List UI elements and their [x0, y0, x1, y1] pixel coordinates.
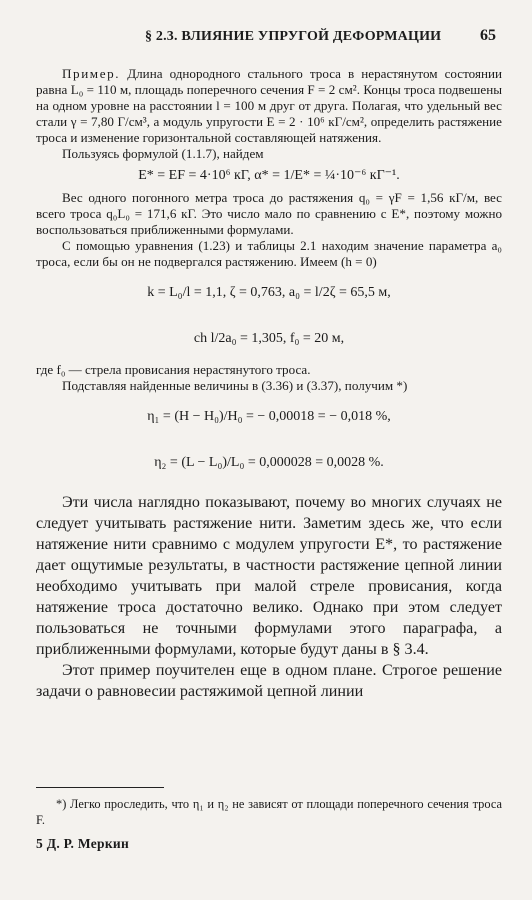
parameter-paragraph: С помощью уравнения (1.23) и таблицы 2.1 находим значение параметра a₀ троса, если бы он не подвергался растяжению. Имеем (h = 0) [36, 238, 502, 269]
page-number: 65 [480, 27, 496, 44]
using-formula-text: Пользуясь формулой (1.1.7), найдем [62, 146, 264, 161]
example-lead: Пример. [62, 66, 121, 81]
substituting-text: Подставляя найденные величины в (3.36) и (3.37), получим *) [62, 378, 408, 393]
page-body [36, 66, 502, 702]
where-text: где f₀ — стрела провисания нерастянутого троса. [36, 362, 311, 377]
formula-eta2: η₂ = (L − L₀)/L₀ = 0,000028 = 0,0028 %. [154, 455, 384, 470]
signature-mark: 5 Д. Р. Меркин [36, 836, 130, 851]
example-paragraph [36, 66, 502, 146]
conclusion-paragraph: Эти числа наглядно показывают, почему во многих случаях не следует учитывать растяжение нити. Заметим здесь же, что если натяжение нити сравнимо с модулем упругости E*, то растяжение дает ощутимые результаты, в частности растяжение цепной линии необходимо учитывать при малой стреле провисания, когда натяжение троса достаточно велико. Однако при этом следует пользоваться не точными формулами этого параграфа, а приближенными формулами, которые будут даны в § 3.4. [36, 494, 502, 658]
formula-eta1: η₁ = (H − H₀)/H₀ = − 0,00018 = − 0,018 %, [147, 409, 391, 424]
footnote-rule [36, 787, 164, 788]
formula-e-star: E* = EF = 4·10⁶ кГ, α* = 1/E* = ¼·10⁻⁶ кГ⁻¹. [138, 168, 400, 183]
footnote: *) Легко проследить, что η₁ и η₂ не зависят от площади поперечного сечения троса F. [36, 797, 502, 827]
weight-paragraph: Вес одного погонного метра троса до растяжения q₀ = γF = 1,56 кГ/м, вес всего троса q₀L₀ = 171,6 кГ. Это число мало по сравнению с E*, поэтому можно воспользоваться приближенными формулами. [36, 190, 502, 237]
formula-ch-f0: ch l/2a₀ = 1,305, f₀ = 20 м, [193, 331, 345, 346]
running-header [0, 0, 532, 60]
formula-k-zeta-a0: k = L₀/l = 1,1, ζ = 0,763, a₀ = l/2ζ = 65,5 м, [147, 285, 391, 300]
example-text: Длина однородного стального троса в нерастянутом состоянии равна L₀ = 110 м, площадь поперечного сечения F = 2 см². Концы троса подвешены на одном уровне на расстоянии l = 100 м друг от друга. Полагая, что удельный вес стали γ = 7,80 Г/см³, а модуль упругости E = 2 · 10⁶ кГ/см², определить растяжение троса и изменение горизонтальной составляющей натяжения. [36, 66, 503, 145]
instructive-paragraph: Этот пример поучителен еще в одном плане. Строгое решение задачи о равновесии растяжимой цепной линии [36, 662, 502, 700]
section-title: § 2.3. ВЛИЯНИЕ УПРУГОЙ ДЕФОРМАЦИИ [145, 29, 442, 44]
